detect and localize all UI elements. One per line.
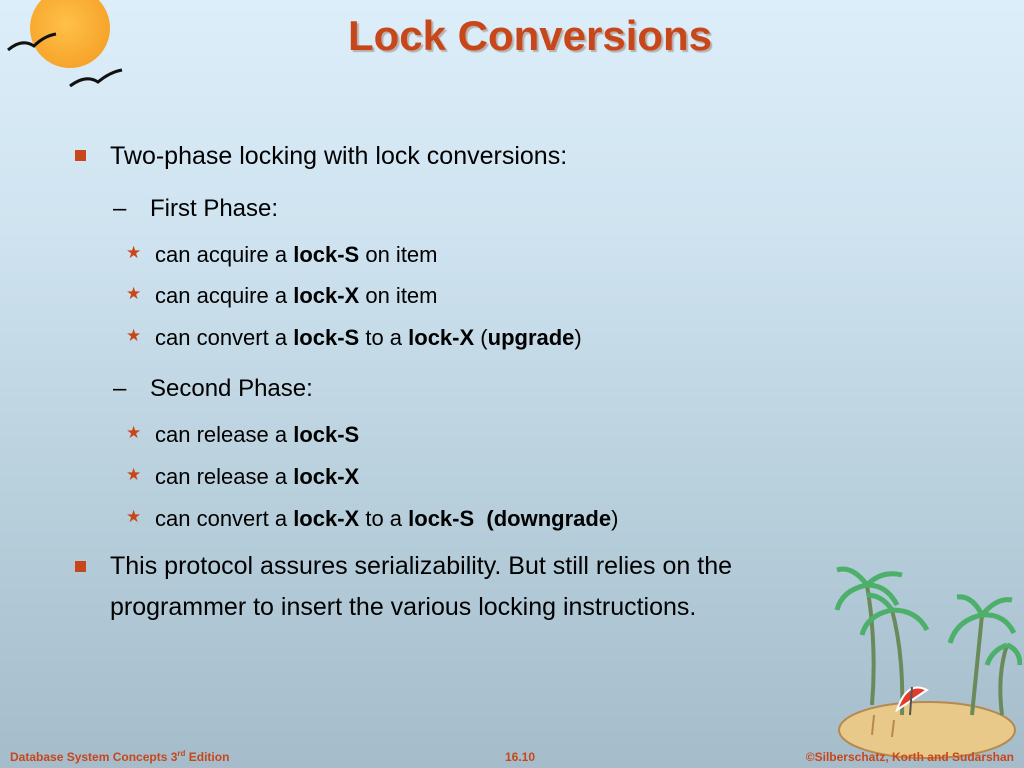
sp-item-1: can release a lock-S: [155, 422, 360, 447]
star-bullet-icon: ★: [126, 465, 142, 484]
slide-title: Lock Conversions: [347, 12, 713, 59]
star-bullet-icon: ★: [126, 243, 142, 262]
fp-item-1: can acquire a lock-S on item: [155, 242, 438, 267]
bullet-square-icon: [75, 561, 86, 572]
fp-item-2: can acquire a lock-X on item: [155, 283, 438, 308]
bullet-2-line-1: This protocol assures serializability. But still relies on the: [110, 552, 733, 580]
star-bullet-icon: ★: [126, 326, 142, 345]
bullet-1: Two-phase locking with lock conversions:: [110, 142, 568, 170]
fp-item-3: can convert a lock-S to a lock-X (upgrade): [155, 325, 582, 350]
footer-page-number: 16.10: [505, 750, 536, 764]
star-bullet-icon: ★: [126, 423, 142, 442]
dash-marker: –: [113, 375, 127, 402]
bullet-square-icon: [75, 150, 86, 161]
second-phase-label: Second Phase:: [150, 375, 313, 402]
footer-left: Database System Concepts 3rd Edition: [10, 749, 230, 764]
first-phase-label: First Phase:: [150, 195, 279, 222]
bullet-2-line-2: programmer to insert the various locking instructions.: [110, 593, 697, 621]
star-bullet-icon: ★: [126, 507, 142, 526]
sp-item-2: can release a lock-X: [155, 464, 360, 489]
palm-island-icon: [832, 565, 1022, 765]
dash-marker: –: [113, 195, 127, 222]
star-bullet-icon: ★: [126, 284, 142, 303]
footer-copyright: ©Silberschatz, Korth and Sudarshan: [805, 750, 1014, 764]
sp-item-3: can convert a lock-X to a lock-S (downgrade): [155, 506, 619, 531]
